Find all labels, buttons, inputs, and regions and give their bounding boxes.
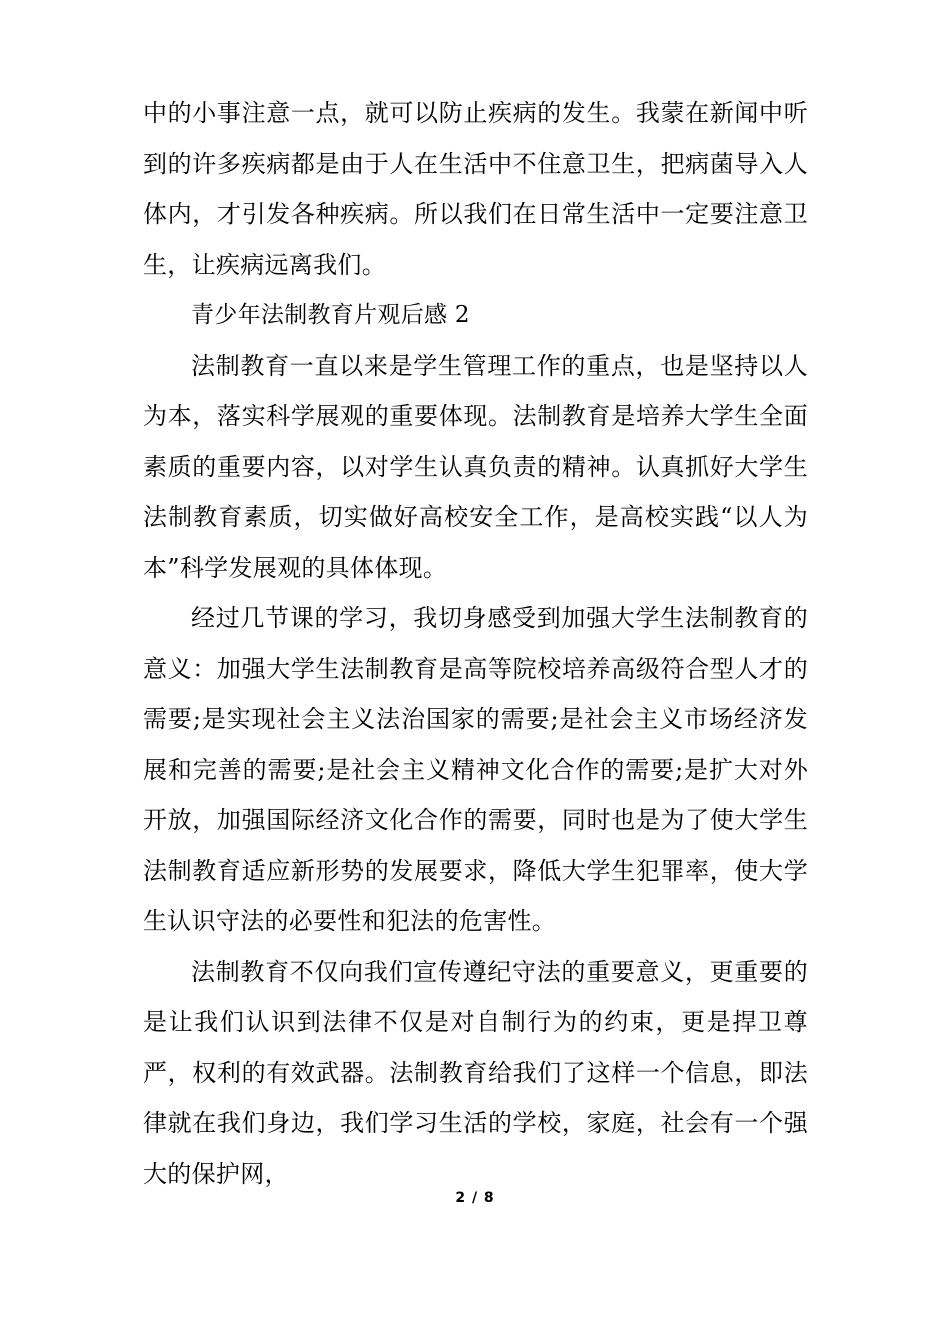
paragraph: 法制教育一直以来是学生管理工作的重点，也是坚持以人为本，落实科学展观的重要体现。法制教育是培养大学生全面素质的重要内容，以对学生认真负责的精神。认真抓好大学生法制教育素质，切实做好高校安全工作，是高校实践“以人为本”科学发展观的具体体现。 (143, 351, 808, 582)
paragraph-continuation: 中的小事注意一点，就可以防止疾病的发生。我蒙在新闻中听到的许多疾病都是由于人在生活中不住意卫生，把病菌导入人体内，才引发各种疾病。所以我们在日常生活中一定要注意卫生，让疾病远离我们。 (143, 99, 808, 279)
paragraph: 经过几节课的学习，我切身感受到加强大学生法制教育的意义：加强大学生法制教育是高等院校培养高级符合型人才的需要;是实现社会主义法治国家的需要;是社会主义市场经济发展和完善的需要;是社会主义精神文化合作的需要;是扩大对外开放，加强国际经济文化合作的需要，同时也是为了使大学生法制教育适应新形势的发展要求，降低大学生犯罪率，使大学生认识守法的必要性和犯法的危害性。 (143, 604, 808, 935)
section-heading: 青少年法制教育片观后感 2 (191, 302, 470, 328)
page-number: 2 / 8 (455, 1190, 495, 1206)
paragraph: 法制教育不仅向我们宣传遵纪守法的重要意义，更重要的是让我们认识到法律不仅是对自制行为的约束，更是捍卫尊严，权利的有效武器。法制教育给我们了这样一个信息，即法律就在我们身边，我们学习生活的学校，家庭，社会有一个强大的保护网， (143, 957, 808, 1188)
document-body (143, 88, 808, 1199)
